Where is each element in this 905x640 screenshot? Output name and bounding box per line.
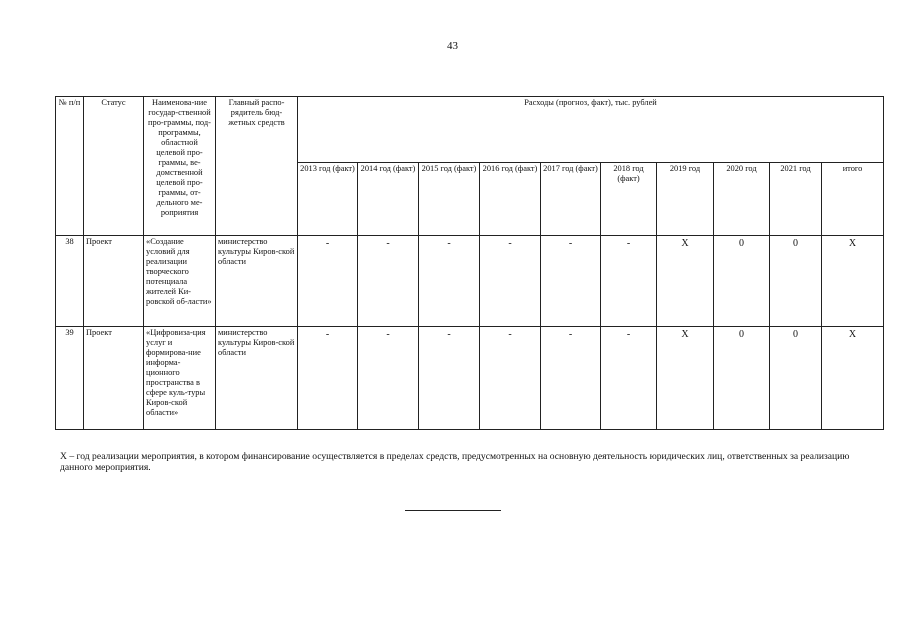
header-num: № п/п <box>56 97 84 236</box>
row-value: 0 <box>770 236 822 327</box>
row-value: - <box>601 327 657 430</box>
row-manager: министерство культуры Киров-ской области <box>216 236 298 327</box>
row-value: - <box>601 236 657 327</box>
row-value: - <box>358 327 419 430</box>
header-year: 2015 год (факт) <box>419 163 480 236</box>
header-row <box>56 97 884 163</box>
row-value: 0 <box>770 327 822 430</box>
row-value: - <box>541 327 601 430</box>
row-manager: министерство культуры Киров-ской области <box>216 327 298 430</box>
end-rule <box>405 510 501 511</box>
row-total: X <box>822 327 884 430</box>
row-value: 0 <box>714 236 770 327</box>
header-year: 2014 год (факт) <box>358 163 419 236</box>
row-status: Проект <box>84 236 144 327</box>
header-status: Статус <box>84 97 144 236</box>
table-row <box>56 236 884 327</box>
row-value: - <box>480 327 541 430</box>
row-value: - <box>541 236 601 327</box>
header-year: 2018 год (факт) <box>601 163 657 236</box>
row-value: X <box>657 236 714 327</box>
row-total: X <box>822 236 884 327</box>
header-year: 2016 год (факт) <box>480 163 541 236</box>
row-name: «Цифровиза-ция услуг и формирова-ние информа-ционного пространства в сфере куль-туры Киров-ской области» <box>144 327 216 430</box>
budget-table <box>55 96 884 430</box>
row-num: 39 <box>56 327 84 430</box>
page-number: 43 <box>447 40 458 52</box>
row-value: - <box>298 236 358 327</box>
row-value: - <box>298 327 358 430</box>
header-year: 2017 год (факт) <box>541 163 601 236</box>
row-status: Проект <box>84 327 144 430</box>
header-manager: Главный распо-рядитель бюд-жетных средств <box>216 97 298 236</box>
row-value: - <box>480 236 541 327</box>
row-name: «Создание условий для реализации творческого потенциала жителей Ки-ровской об-ласти» <box>144 236 216 327</box>
row-value: - <box>419 327 480 430</box>
footnote: Х – год реализации мероприятия, в котором финансирование осуществляется в пределах средств, предусмотренных на основную деятельность юридических лиц, ответственных за реализацию данного мероприятия. <box>60 451 850 473</box>
row-value: - <box>358 236 419 327</box>
header-year: 2021 год <box>770 163 822 236</box>
header-year: 2019 год <box>657 163 714 236</box>
header-year: 2013 год (факт) <box>298 163 358 236</box>
header-total: итого <box>822 163 884 236</box>
row-value: 0 <box>714 327 770 430</box>
row-value: - <box>419 236 480 327</box>
row-value: X <box>657 327 714 430</box>
table-row <box>56 327 884 430</box>
row-num: 38 <box>56 236 84 327</box>
header-name: Наименова-ние государ-ственной про-граммы, под-программы, областной целевой про-граммы, ве-домственной целевой про-граммы, от-дельного ме-роприятия <box>144 97 216 236</box>
header-expenses: Расходы (прогноз, факт), тыс. рублей <box>298 97 884 163</box>
header-year: 2020 год <box>714 163 770 236</box>
